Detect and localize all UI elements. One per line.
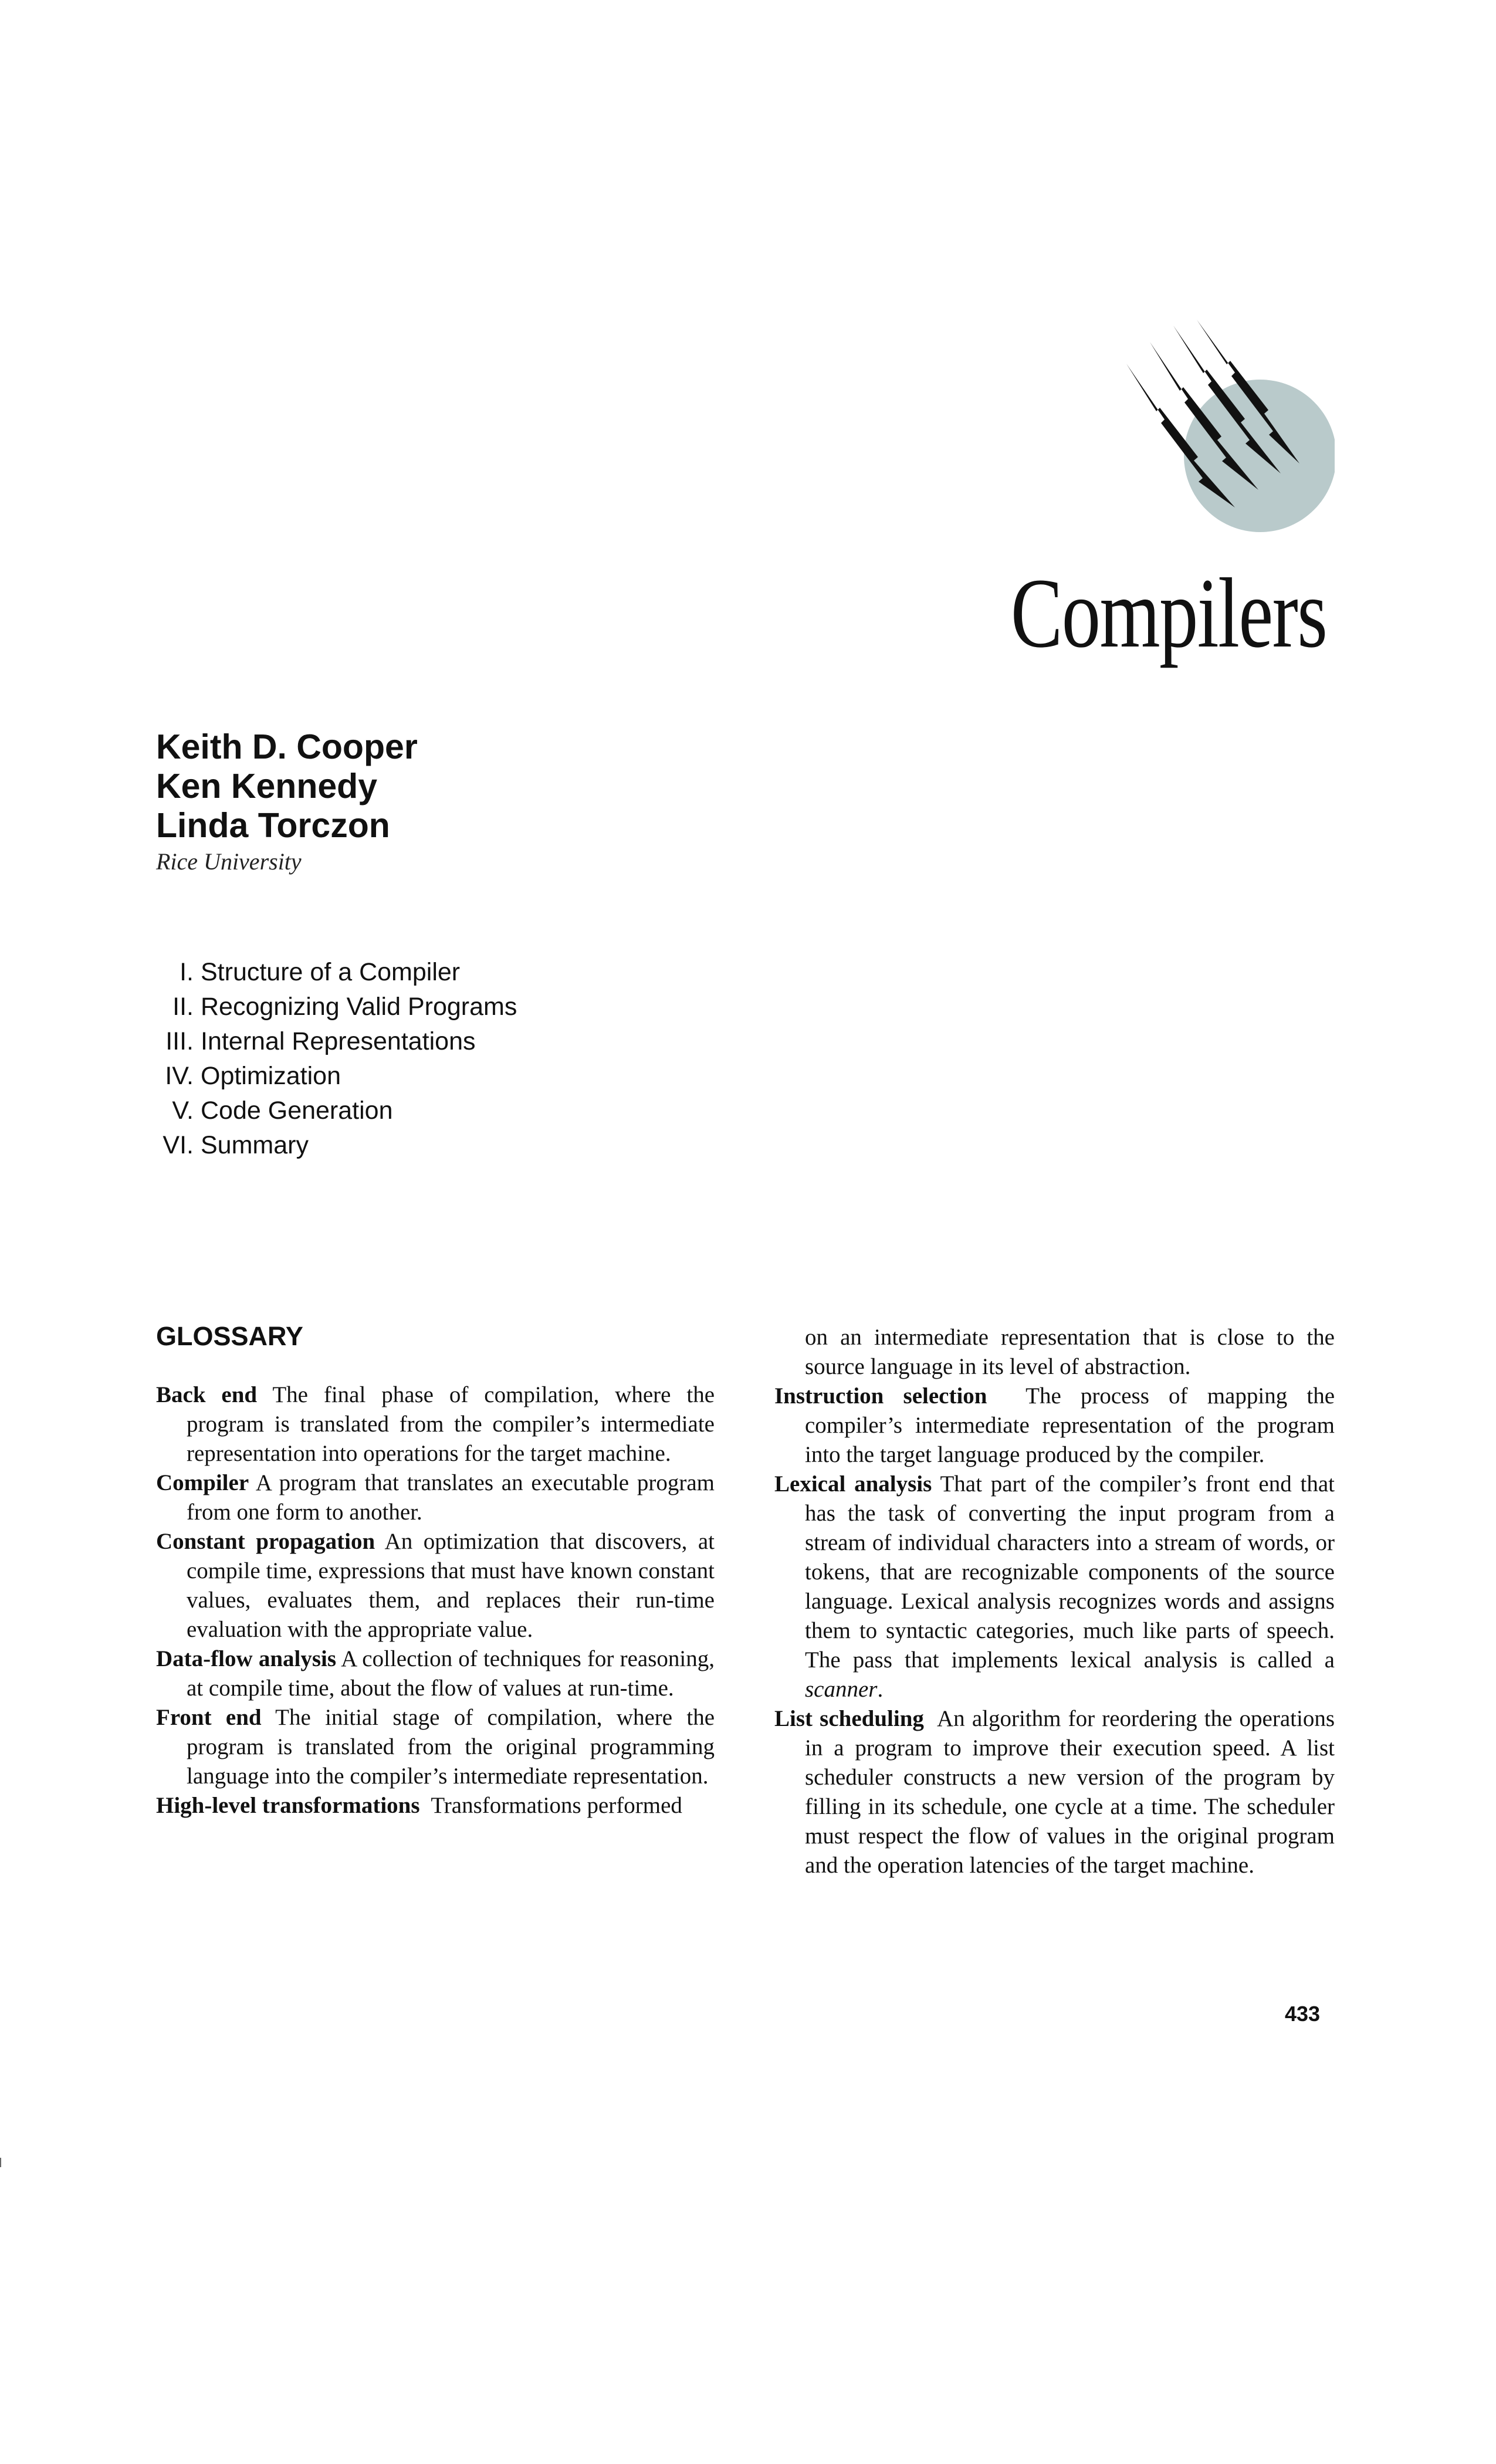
toc-item: I. Structure of a Compiler — [180, 958, 461, 986]
glossary-entry: Back end The final phase of compilation, where the program is translated from the compiler’s intermediate representation into operations for the target machine. — [156, 1382, 715, 1466]
toc-item: III. Internal Representations — [165, 1027, 476, 1055]
margin-mark — [0, 2158, 1, 2167]
glossary-entry: Constant propagation An optimization that discovers, at compile time, expressions that must have known constant values, evaluates them, and replaces their run-time evaluation with the appropriate value. — [156, 1529, 715, 1642]
glossary-entry: Lexical analysis That part of the compiler’s front end that has the task of converting the input program from a stream of individual characters into a stream of words, or tokens, that are recognizable components of the source language. Lexical analysis recognizes words and assigns them to syntactic categories, much like parts of speech. The pass that implements lexical analysis is called a scanner. — [774, 1471, 1335, 1702]
glossary-entry: Compiler A program that translates an executable program from one form to another. — [156, 1470, 715, 1525]
toc-item: II. Recognizing Valid Programs — [172, 993, 517, 1021]
glossary-entry: Front end The initial stage of compilation, where the program is translated from the original programming language into the compiler’s intermediate representation. — [156, 1705, 715, 1789]
glossary-entry: Data-flow analysis A collection of techniques for reasoning, at compile time, about the flow of values at run-time. — [156, 1646, 715, 1701]
glossary-entry: List scheduling An algorithm for reordering the operations in a program to improve their execution speed. A list scheduler constructs a new version of the program by filling in its schedule, one cycle at a time. The scheduler must respect the flow of values in the original program and the operation latencies of the target machine. — [774, 1706, 1335, 1878]
author-block — [156, 727, 418, 878]
glossary-heading: GLOSSARY — [156, 1321, 303, 1351]
glossary-right-column — [774, 1323, 1335, 1880]
table-of-contents — [147, 955, 517, 1163]
glossary-entry: Instruction selection The process of mapping the compiler’s intermediate representation of the program into the target language produced by the compiler. — [774, 1383, 1335, 1467]
author-name: Keith D. Cooper — [156, 727, 418, 766]
lightning-bolts-over-circle-icon — [1123, 320, 1335, 543]
affiliation: Rice University — [156, 848, 302, 875]
author-name: Ken Kennedy — [156, 767, 378, 805]
chapter-title: Compilers — [1010, 558, 1326, 668]
toc-item: IV. Optimization — [165, 1062, 341, 1090]
author-name: Linda Torczon — [156, 806, 390, 845]
glossary-entry: High-level transformations Transformations performed — [156, 1793, 682, 1818]
toc-item: VI. Summary — [163, 1131, 309, 1159]
glossary-entry-continuation: on an intermediate representation that is close to the source language in its level of abstraction. — [805, 1325, 1335, 1379]
page-number: 433 — [1285, 2002, 1321, 2026]
toc-item: V. Code Generation — [172, 1096, 393, 1125]
glossary-left-column — [156, 1320, 715, 1820]
